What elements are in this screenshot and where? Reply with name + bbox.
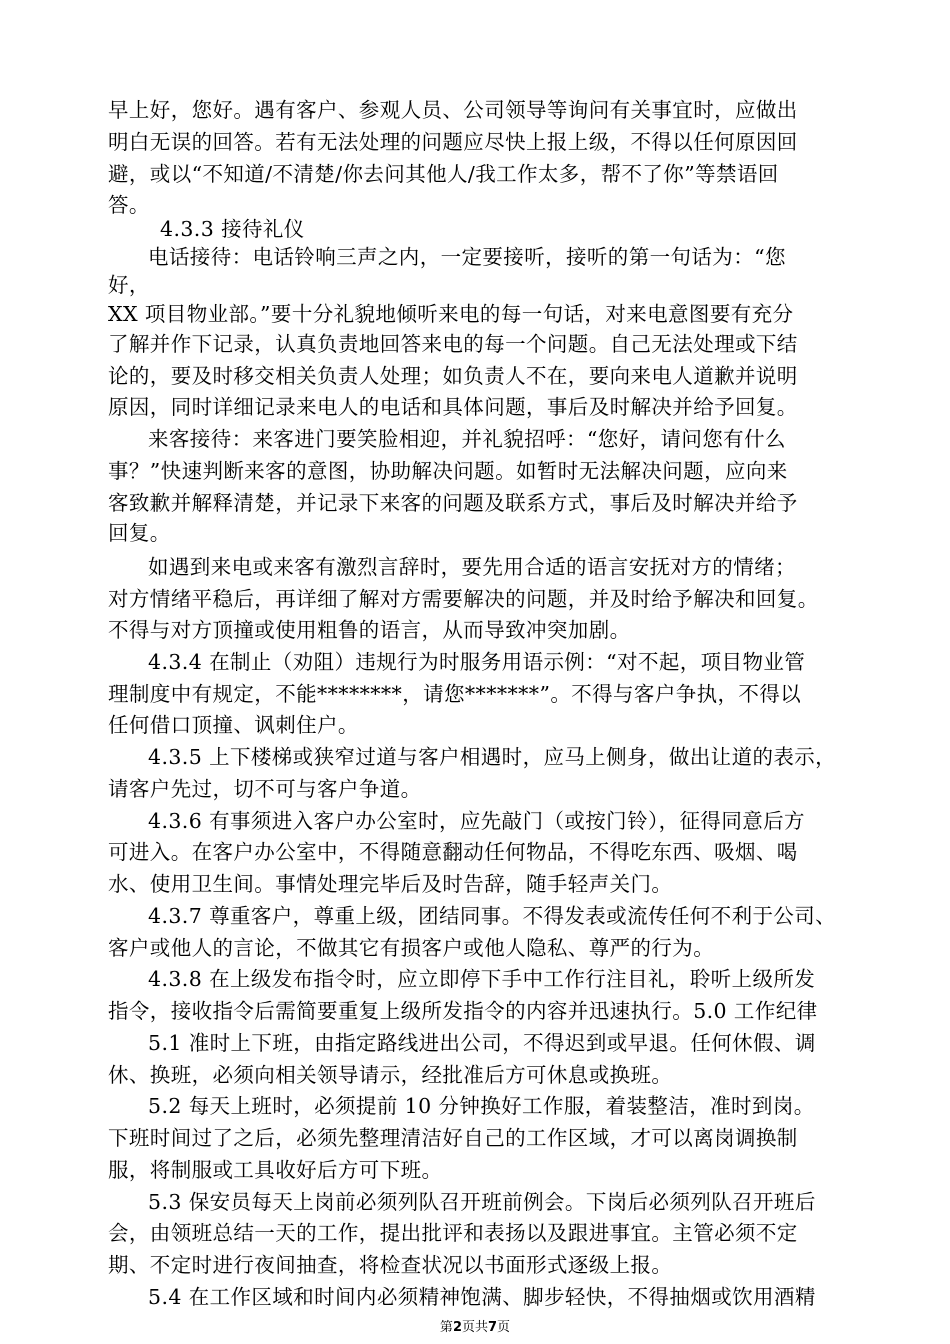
text-line: 避，或以“不知道/不清楚/你去问其他人/我工作太多，帮不了你”等禁语回 [108,162,779,186]
text-line: 了解并作下记录，认真负责地回答来电的每一个问题。自己无法处理或下结 [108,332,798,356]
text-line: 水、使用卫生间。事情处理完毕后及时告辞，随手轻声关门。 [108,872,673,896]
text-line: 4.3.6 有事须进入客户办公室时，应先敲门（或按门铃），征得同意后方 [148,809,805,833]
text-line: XX 项目物业部。”要十分礼貌地倾听来电的每一句话，对来电意图要有充分 [108,302,794,326]
text-line: 5.1 准时上下班，由指定路线进出公司，不得迟到或早退。任何休假、调 [148,1031,816,1055]
text-line: 5.4 在工作区域和时间内必须精神饱满、脚步轻快，不得抽烟或饮用酒精 [148,1285,816,1309]
text-line: 事？”快速判断来客的意图，协助解决问题。如暂时无法解决问题，应向来 [108,459,788,483]
page-number-footer [0,1320,950,1336]
footer-middle: 页共 [461,1320,488,1335]
text-line: 对方情绪平稳后，再详细了解对方需要解决的问题，并及时给予解决和回复。 [108,587,819,611]
text-line: 不得与对方顶撞或使用粗鲁的语言，从而导致冲突加剧。 [108,618,631,642]
text-line: 可进入。在客户办公室中，不得随意翻动任何物品，不得吃东西、吸烟、喝 [108,840,798,864]
section-heading: 4.3.3 接待礼仪 [160,217,305,241]
text-line: 客户或他人的言论，不做其它有损客户或他人隐私、尊严的行为。 [108,936,715,960]
text-line: 好， [108,273,150,297]
text-line: 答。 [108,193,150,217]
text-line: 5.3 保安员每天上岗前必须列队召开班前例会。下岗后必须列队召开班后 [148,1190,816,1214]
text-line: 如遇到来电或来客有激烈言辞时，要先用合适的语言安抚对方的情绪； [148,555,796,579]
text-line: 4.3.4 在制止（劝阻）违规行为时服务用语示例：“对不起，项目物业管 [148,650,806,674]
text-line: 回复。 [108,521,171,545]
text-line: 早上好，您好。遇有客户、参观人员、公司领导等询问有关事宜时，应做出 [108,98,798,122]
text-line: 客致歉并解释清楚，并记录下来客的问题及联系方式，事后及时解决并给予 [108,491,798,515]
text-line: 明白无误的回答。若有无法处理的问题应尽快上报上级，不得以任何原因回 [108,130,798,154]
text-line: 4.3.7 尊重客户，尊重上级，团结同事。不得发表或流传任何不利于公司、 [148,904,837,928]
text-line: 会，由领班总结一天的工作，提出批评和表扬以及跟进事宜。主管必须不定 [108,1221,798,1245]
footer-prefix: 第 [439,1320,453,1335]
text-line: 4.3.8 在上级发布指令时，应立即停下手中工作行注目礼，聆听上级所发 [148,967,816,991]
footer-total-pages: 7 [488,1320,498,1335]
text-line: 任何借口顶撞、讽刺住户。 [108,713,359,737]
text-line: 原因，同时详细记录来电人的电话和具体问题，事后及时解决并给予回复。 [108,395,798,419]
footer-suffix: 页 [497,1320,511,1335]
text-line: 指令，接收指令后需简要重复上级所发指令的内容并迅速执行。5.0 工作纪律 [108,999,818,1023]
text-line: 5.2 每天上班时，必须提前 10 分钟换好工作服，着装整洁，准时到岗。 [148,1094,815,1118]
text-line: 服，将制服或工具收好后方可下班。 [108,1158,443,1182]
text-line: 4.3.5 上下楼梯或狭窄过道与客户相遇时，应马上侧身，做出让道的表示， [148,745,837,769]
text-line: 休、换班，必须向相关领导请示，经批准后方可休息或换班。 [108,1063,673,1087]
text-line: 电话接待：电话铃响三声之内，一定要接听，接听的第一句话为：“您 [148,245,786,269]
text-line: 论的，要及时移交相关负责人处理；如负责人不在，要向来电人道歉并说明 [108,364,798,388]
text-line: 期、不定时进行夜间抽查，将检查状况以书面形式逐级上报。 [108,1253,673,1277]
text-line: 理制度中有规定，不能********，请您*******”。不得与客户争执，不得以 [108,682,802,706]
footer-current-page: 2 [452,1320,462,1335]
text-line: 下班时间过了之后，必须先整理清洁好自己的工作区域，才可以离岗调换制 [108,1126,798,1150]
text-line: 请客户先过，切不可与客户争道。 [108,777,422,801]
text-line: 来客接待：来客进门要笑脸相迎，并礼貌招呼：“您好，请问您有什么 [148,427,786,451]
